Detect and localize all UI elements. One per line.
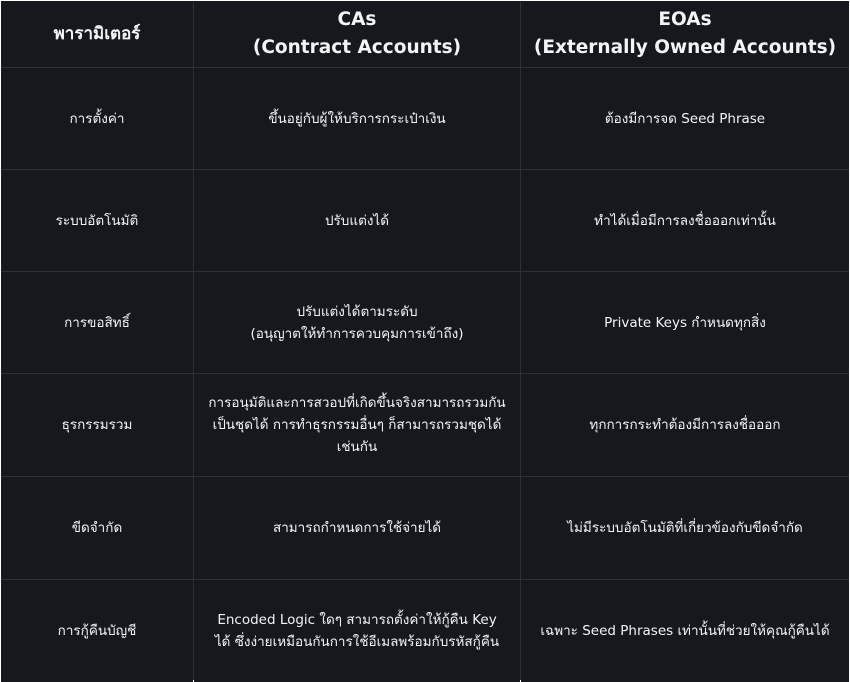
row-limits-parameter: ขีดจำกัด [1,477,193,579]
row-recovery-cas: Encoded Logic ใดๆ สามารถตั้งค่าให้กู้คืน Key ได้ ซึ่งง่ายเหมือนกันการใช้อีเมลพร้อมกับรหัสกู้คืน [194,580,520,682]
row-automation-cas: ปรับแต่งได้ [194,170,520,271]
row-setup-parameter: การตั้งค่า [1,68,193,169]
row-automation-eoas: ทำได้เมื่อมีการลงชื่อออกเท่านั้น [521,170,849,271]
row-batch-parameter: ธุรกรรมรวม [1,374,193,476]
row-limits-eoas: ไม่มีระบบอัตโนมัติที่เกี่ยวข้องกับขีดจำกัด [521,477,849,579]
row-batch-eoas: ทุกการกระทำต้องมีการลงชื่อออก [521,374,849,476]
header-parameter: พารามิเตอร์ [1,1,193,67]
row-setup-eoas: ต้องมีการจด Seed Phrase [521,68,849,169]
row-setup-cas: ขึ้นอยู่กับผู้ให้บริการกระเป๋าเงิน [194,68,520,169]
row-permissions-eoas: Private Keys กำหนดทุกสิ่ง [521,272,849,373]
header-cas: CAs (Contract Accounts) [194,1,520,67]
row-permissions-cas: ปรับแต่งได้ตามระดับ (อนุญาตให้ทำการควบคุมการเข้าถึง) [194,272,520,373]
header-eoas: EOAs (Externally Owned Accounts) [521,1,849,67]
row-recovery-eoas: เฉพาะ Seed Phrases เท่านั้นที่ช่วยให้คุณกู้คืนได้ [521,580,849,682]
row-automation-parameter: ระบบอัตโนมัติ [1,170,193,271]
row-recovery-parameter: การกู้คืนบัญชี [1,580,193,682]
comparison-table [1,1,849,680]
row-permissions-parameter: การขอสิทธิ์ [1,272,193,373]
row-batch-cas: การอนุมัติและการสวอปที่เกิดขึ้นจริงสามารถรวมกัน เป็นชุดได้ การทำธุรกรรมอื่นๆ ก็สามารถรวมชุดได้ เช่นกัน [194,374,520,476]
row-limits-cas: สามารถกำหนดการใช้จ่ายได้ [194,477,520,579]
